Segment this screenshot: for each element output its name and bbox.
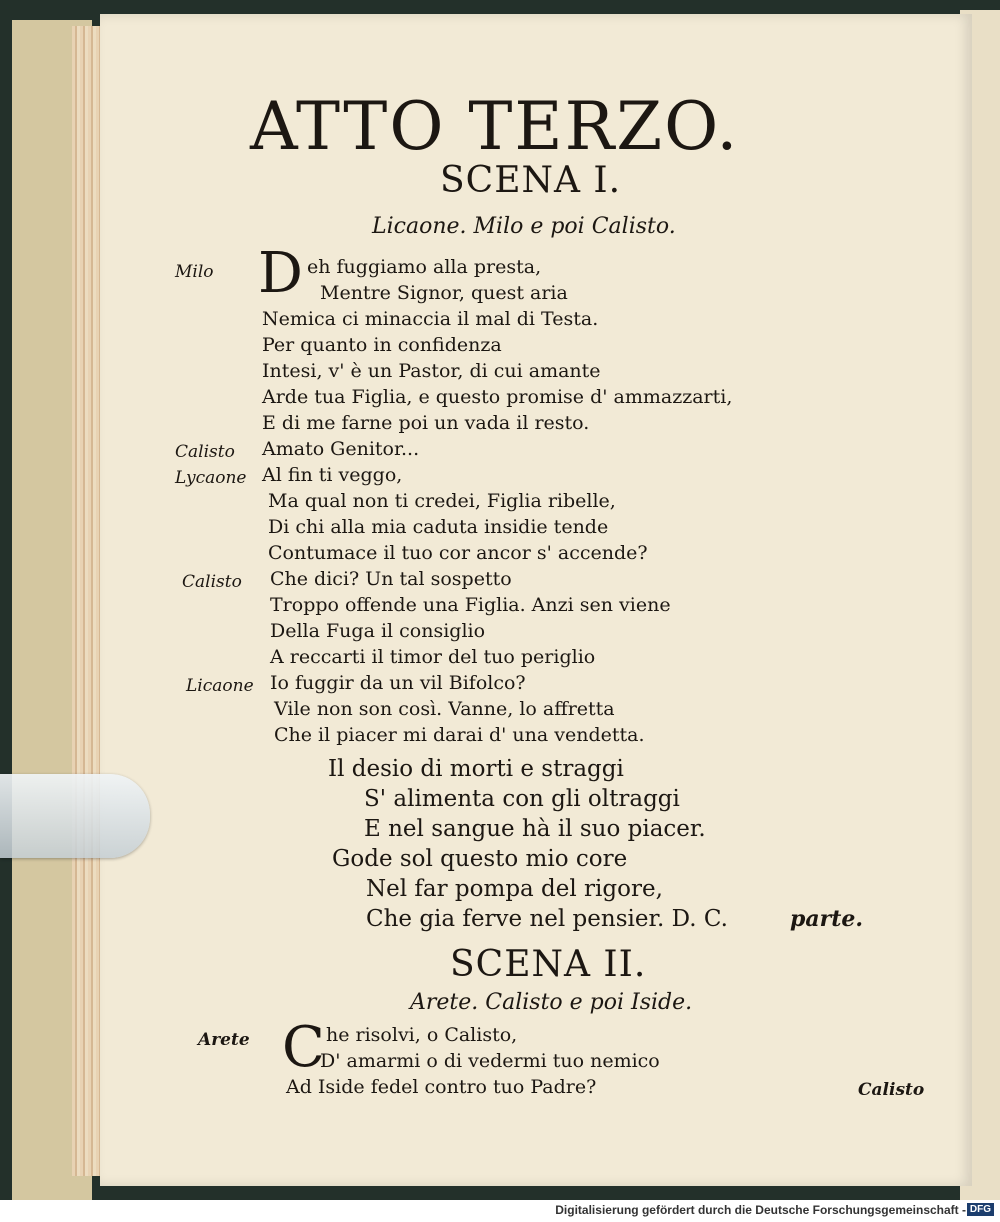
verse-line: Per quanto in confidenza: [262, 334, 502, 356]
verse-line: D' amarmi o di vedermi tuo nemico: [320, 1050, 660, 1072]
verse-line: Arde tua Figlia, e questo promise d' ammazzarti,: [262, 386, 733, 408]
stage-direction: parte.: [790, 906, 864, 932]
speaker-label: Licaone: [186, 676, 254, 696]
page-clip: [0, 774, 150, 858]
verse-line: Che il piacer mi darai d' una vendetta.: [274, 724, 645, 746]
verse-line: E di me farne poi un vada il resto.: [262, 412, 590, 434]
speaker-label: Calisto: [182, 572, 242, 592]
verse-line: Nemica ci minaccia il mal di Testa.: [262, 308, 599, 330]
aria-line: S' alimenta con gli oltraggi: [364, 786, 680, 812]
speaker-label: Arete: [198, 1030, 250, 1050]
aria-line: E nel sangue hà il suo piacer.: [364, 816, 706, 842]
verse-line: A reccarti il timor del tuo periglio: [270, 646, 596, 668]
verse-line: Mentre Signor, quest aria: [320, 282, 568, 304]
verse-line: eh fuggiamo alla presta,: [307, 256, 542, 278]
scene-cast: Licaone. Milo e poi Calisto.: [372, 214, 676, 239]
verse-line: Ad Iside fedel contro tuo Padre?: [286, 1076, 597, 1098]
drop-cap: D: [258, 241, 303, 306]
act-title: ATTO TERZO.: [250, 88, 740, 165]
aria-line: Gode sol questo mio core: [332, 846, 628, 872]
verse-line: Amato Genitor...: [262, 438, 420, 460]
dfg-logo: DFG: [967, 1203, 994, 1216]
verse-line: Intesi, v' è un Pastor, di cui amante: [262, 360, 601, 382]
verse-line: Contumace il tuo cor ancor s' accende?: [268, 542, 648, 564]
catchword: Calisto: [858, 1080, 925, 1100]
verse-line: Troppo offende una Figlia. Anzi sen viene: [270, 594, 671, 616]
footer-bar: [0, 1200, 1000, 1222]
verse-line: Al fin ti veggo,: [262, 464, 403, 486]
verse-line: he risolvi, o Calisto,: [326, 1024, 518, 1046]
aria-line: Nel far pompa del rigore,: [366, 876, 663, 902]
verse-line: Di chi alla mia caduta insidie tende: [268, 516, 609, 538]
aria-line: Che gia ferve nel pensier. D. C.: [366, 906, 728, 932]
verse-line: Ma qual non ti credei, Figlia ribelle,: [268, 490, 616, 512]
verse-line: Vile non son così. Vanne, lo affretta: [274, 698, 615, 720]
speaker-label: Calisto: [175, 442, 235, 462]
verse-line: Che dici? Un tal sospetto: [270, 568, 512, 590]
speaker-label: Lycaone: [175, 468, 247, 488]
scene-heading: SCENA II.: [450, 944, 647, 985]
scene-heading: SCENA I.: [440, 160, 622, 201]
scene-cast: Arete. Calisto e poi Iside.: [410, 990, 693, 1015]
aria-line: Il desio di morti e straggi: [328, 756, 624, 782]
drop-cap: C: [282, 1015, 325, 1080]
verse-line: Della Fuga il consiglio: [270, 620, 486, 642]
footer-credit: Digitalisierung gefördert durch die Deutsche Forschungsgemeinschaft -: [555, 1203, 966, 1217]
verse-line: Io fuggir da un vil Bifolco?: [270, 672, 526, 694]
speaker-label: Milo: [175, 262, 214, 282]
